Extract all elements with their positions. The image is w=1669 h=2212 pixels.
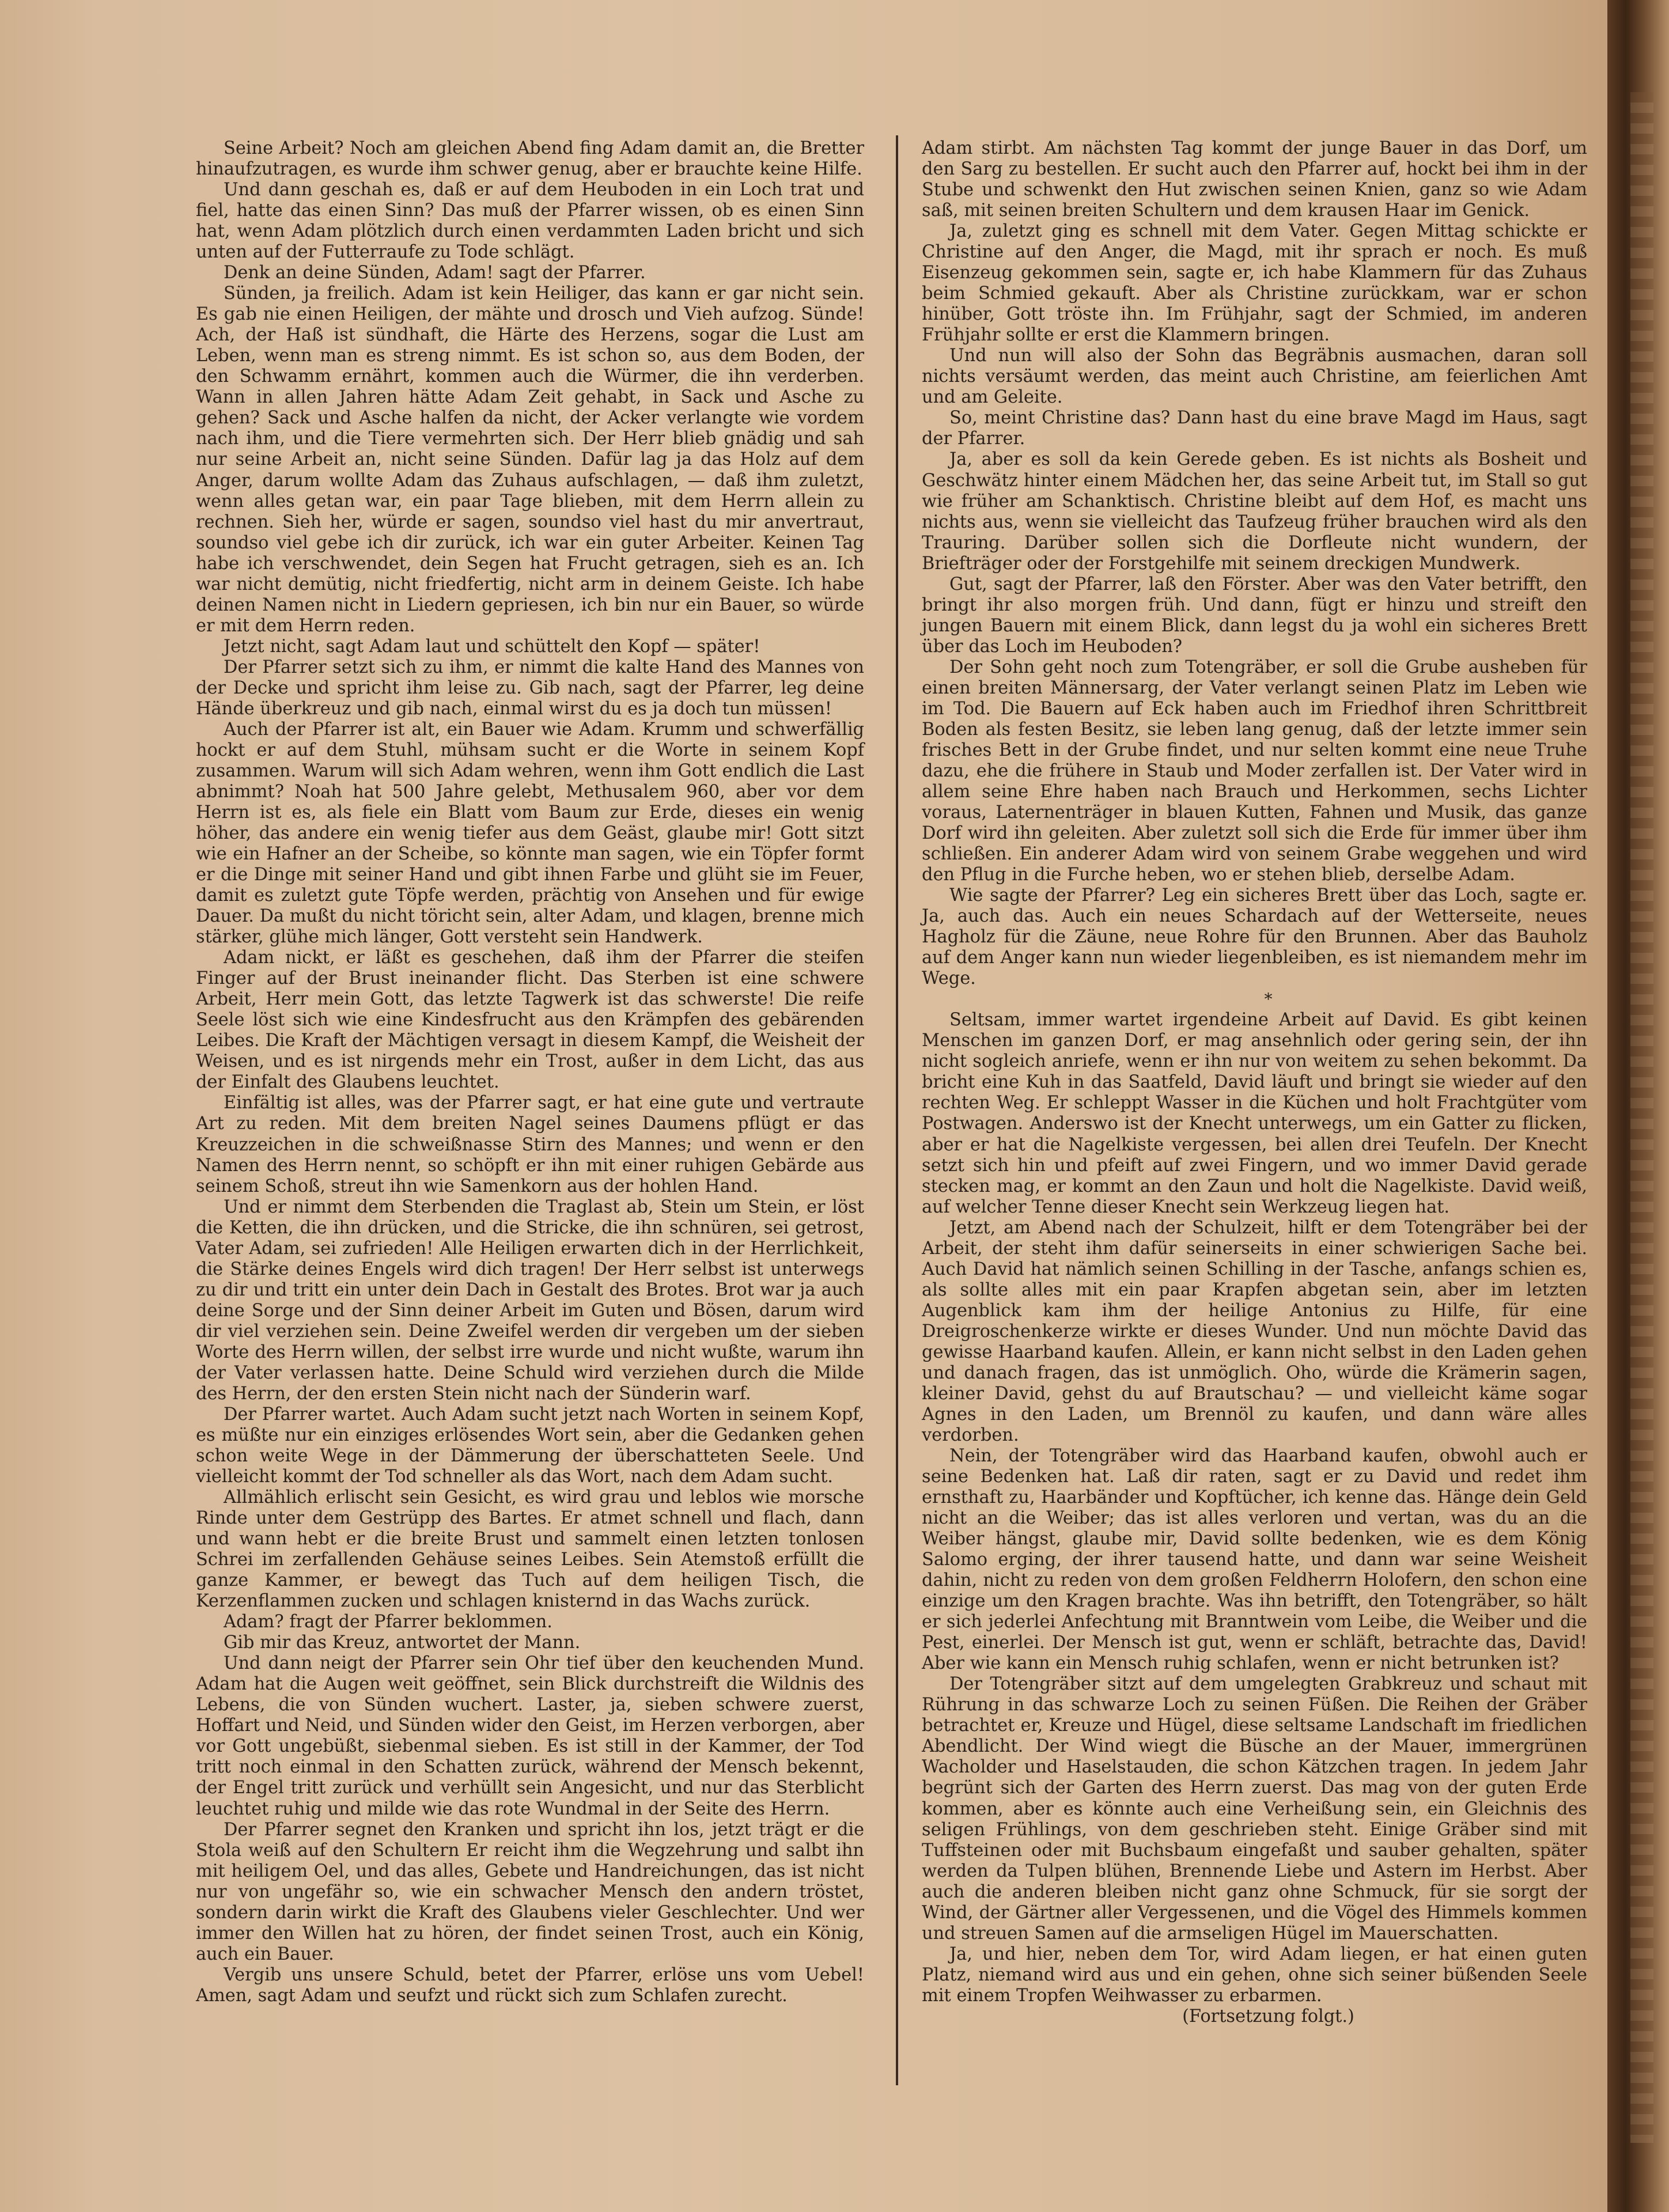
paragraph: Und er nimmt dem Sterbenden die Traglast ab, Stein um Stein, er löst die Ketten, die ihn drücken, und die Stricke, die ihn schnüren, sei getrost, Vater Adam, sei zufrieden! Alle Heiligen erwarten dich in der Herrlichkeit, die Stärke deines Engels wird dich tragen! Der Herr selbst ist unterwegs zu dir und tritt ein unter dein Dach in Gestalt des Brotes. Brot war ja auch deine Sorge und der Sinn deiner Arbeit im Guten und Bösen, darum wird dir viel verziehen sein. Deine Zweifel werden dir vergeben um der sieben Worte des Herrn willen, der selbst irre wurde und nicht wußte, warum ihn der Vater verlassen hatte. Deine Schuld wird verziehen durch die Milde des Herrn, der den ersten Stein nicht nach der Sünderin warf.: [196, 1196, 864, 1404]
paragraph: Ja, aber es soll da kein Gerede geben. Es ist nichts als Bosheit und Geschwätz hinter einem Mädchen her, das seine Arbeit tut, im Stall so gut wie früher am Schanktisch. Christine bleibt auf dem Hof, es macht uns nichts aus, wenn sie vielleicht das Taufzeug früher brauchen wird als den Trauring. Darüber sollen sich die Dorfleute nicht wundern, der Briefträger oder der Forstgehilfe mit seinem dreckigen Mundwerk.: [922, 449, 1587, 574]
paragraph: Adam? fragt der Pfarrer beklommen.: [224, 1612, 552, 1633]
paragraph: Und dann neigt der Pfarrer sein Ohr tief über den keuchenden Mund. Adam hat die Augen weit geöffnet, sein Blick durchstreift die Wildnis des Lebens, die von Sünden wuchert. Laster, ja, sieben schwere zuerst, Hoffart und Neid, und Sünden wider den Geist, im Herzen verborgen, aber vor Gott ungebüßt, siebenmal sieben. Es ist still in der Kammer, der Tod tritt noch einmal in den Schatten zurück, während der Mensch bekennt, der Engel tritt zurück und verhüllt sein Angesicht, und nur das Sterblicht leuchtet ruhig und milde wie das rote Wundmal in der Seite des Herrn.: [196, 1653, 864, 1819]
paragraph: Jetzt, am Abend nach der Schulzeit, hilft er dem Totengräber bei der Arbeit, der steht ihm dafür seinerseits in einer schwierigen Sache bei. Auch David hat nämlich seinen Schilling in der Tasche, anfangs schien es, als sollte alles mit ein paar Krapfen abgetan sein, aber im letzten Augenblick kam ihm der heilige Antonius zu Hilfe, für eine Dreigroschenkerze wirkte er dieses Wunder. Und nun möchte David das gewisse Haarband kaufen. Allein, er kann nicht selbst in den Laden gehen und danach fragen, das ist unmöglich. Oho, würde die Krämerin sagen, kleiner David, gehst du auf Brautschau? — und vielleicht käme sogar Agnes in den Laden, um Brennöl zu kaufen, und dann wäre alles verdorben.: [922, 1217, 1587, 1445]
paragraph: Ja, zuletzt ging es schnell mit dem Vater. Gegen Mittag schickte er Christine auf den Anger, die Magd, mit ihr sprach er noch. Es muß Eisenzeug gekommen sein, sagte er, ich habe Klammern für das Zuhaus beim Schmied gekauft. Aber als Christine zurückkam, war er schon hinüber, Gott tröste ihn. Im Frühjahr, sagt der Schmied, im anderen Frühjahr sollte er erst die Klammern bringen.: [922, 221, 1587, 346]
paragraph: Gib mir das Kreuz, antwortet der Mann.: [224, 1633, 581, 1653]
continuation-note: (Fortsetzung folgt.): [1182, 2006, 1354, 2027]
paragraph: Der Pfarrer setzt sich zu ihm, er nimmt die kalte Hand des Mannes von der Decke und spricht ihm leise zu. Gib nach, sagt der Pfarrer, leg deine Hände überkreuz und gib nach, einmal wirst du es ja doch tun müssen!: [196, 657, 864, 719]
paragraph: Adam stirbt. Am nächsten Tag kommt der junge Bauer in das Dorf, um den Sarg zu bestellen. Er sucht auch den Pfarrer auf, hockt bei ihm in der Stube und schwenkt den Hut zwischen seinen Knien, ganz so wie Adam saß, mit seinen breiten Schultern und dem krausen Haar im Genick.: [922, 138, 1587, 221]
paragraph: Vergib uns unsere Schuld, betet der Pfarrer, erlöse uns vom Uebel! Amen, sagt Adam und seufzt und rückt sich zum Schlafen zurecht.: [196, 1964, 864, 2006]
paragraph: Der Pfarrer segnet den Kranken und spricht ihn los, jetzt trägt er die Stola weiß auf den Schultern Er reicht ihm die Wegzehrung und salbt ihn mit heiligem Oel, und das alles, Gebete und Handreichungen, das ist nicht nur von ungefähr so, wie ein schwacher Mensch den andern tröstet, sondern darin wirkt die Kraft des Glaubens vieler Geschlechter. Und wer immer den Willen hat zu hören, der findet seinen Trost, auch ein König, auch ein Bauer.: [196, 1819, 864, 1964]
paragraph: So, meint Christine das? Dann hast du eine brave Magd im Haus, sagt der Pfarrer.: [922, 408, 1587, 449]
paragraph: Gut, sagt der Pfarrer, laß den Förster. Aber was den Vater betrifft, den bringt ihr also morgen früh. Und dann, fügt er hinzu und streift den jungen Bauern mit einem Blick, dann legst du ja wohl ein sicheres Brett über das Loch im Heuboden?: [922, 574, 1587, 657]
paragraph: Und nun will also der Sohn das Begräbnis ausmachen, daran soll nichts versäumt werden, das meint auch Christine, am feierlichen Amt und am Geleite.: [922, 346, 1587, 408]
right-paragraphs-before-break: [922, 138, 1587, 989]
right-paragraphs-after-break: [922, 1010, 1587, 2006]
column-divider: [896, 135, 898, 2085]
paragraph: Allmählich erlischt sein Gesicht, es wird grau und leblos wie morsche Rinde unter dem Gestrüpp des Bartes. Er atmet schnell und flach, dann und wann hebt er die breite Brust und sammelt einen letzten tonlosen Schrei im zerfallenden Gehäuse seines Leibes. Sein Atemstoß erfüllt die ganze Kammer, er bewegt das Tuch auf dem heiligen Tisch, die Kerzenflammen zucken und schlagen knisternd in das Wachs zurück.: [196, 1487, 864, 1612]
adjacent-page-edge: [1630, 92, 1653, 2143]
paragraph: Einfältig ist alles, was der Pfarrer sagt, er hat eine gute und vertraute Art zu reden. Mit dem breiten Nagel seines Daumens pflügt er das Kreuzzeichen in die schweißnasse Stirn des Mannes; und wenn er den Namen des Herrn nennt, so schöpft er ihn mit einer ruhigen Gebärde aus seinem Schoß, streut ihn wie Samenkorn aus der hohlen Hand.: [196, 1093, 864, 1196]
paragraph: Auch der Pfarrer ist alt, ein Bauer wie Adam. Krumm und schwerfällig hockt er auf dem Stuhl, mühsam sucht er die Worte in seinem Kopf zusammen. Warum will sich Adam wehren, wenn ihm Gott endlich die Last abnimmt? Noah hat 500 Jahre gelebt, Methusalem 960, aber vor dem Herrn ist es, als fiele ein Blatt vom Baum zur Erde, dieses ein wenig höher, das andere ein wenig tiefer aus dem Geäst, glaube mir! Gott sitzt wie ein Hafner an der Scheibe, so könnte man sagen, wie ein Töpfer formt er die Dinge mit seiner Hand und gibt ihnen Farbe und glüht sie im Feuer, damit es zuletzt gute Töpfe werden, prächtig von Ansehen und für ewige Dauer. Da mußt du nicht töricht sein, alter Adam, und klagen, brenne mich stärker, glühe mich länger, Gott versteht sein Handwerk.: [196, 719, 864, 948]
right-text-column: [922, 138, 1587, 2027]
paragraph: Nein, der Totengräber wird das Haarband kaufen, obwohl auch er seine Bedenken hat. Laß dir raten, sagt er zu David und redet ihm ernsthaft zu, Haarbänder und Kopftücher, ich kenne das. Hänge dein Geld nicht an die Weiber; das ist alles verloren und vertan, was du an die Weiber hängst, glaube mir, David sollte bedenken, wie es dem König Salomo erging, der ihrer tausend hatte, und dann war seine Weisheit dahin, nicht zu reden von dem großen Feldherrn Holofern, den schon eine einzige um den Kragen brachte. Was ihn betrifft, den Totengräber, so hält er sich jederlei Anfechtung mit Branntwein vom Leibe, die Weiber und die Pest, einerlei. Der Mensch ist gut, wenn er schläft, betrachte das, David! Aber wie kann ein Mensch ruhig schlafen, wenn er nicht betrunken ist?: [922, 1445, 1587, 1674]
section-break: *: [1264, 990, 1273, 1009]
paragraph: Seine Arbeit? Noch am gleichen Abend fing Adam damit an, die Bretter hinaufzutragen, es wurde ihm schwer genug, aber er brauchte keine Hilfe.: [196, 138, 864, 180]
paragraph: Jetzt nicht, sagt Adam laut und schüttelt den Kopf — später!: [224, 636, 760, 657]
paragraph: Denk an deine Sünden, Adam! sagt der Pfarrer.: [224, 263, 646, 283]
paragraph: Der Totengräber sitzt auf dem umgelegten Grabkreuz und schaut mit Rührung in das schwarze Loch zu seinen Füßen. Die Reihen der Gräber betrachtet er, Kreuze und Hügel, diese seltsame Landschaft im friedlichen Abendlicht. Der Wind wiegt die Büsche an der Mauer, immergrünen Wacholder und Haselstauden, die schon Kätzchen tragen. In jedem Jahr begrünt sich der Garten des Herrn zuerst. Das mag von der guten Erde kommen, aber es könnte auch eine Verheißung sein, ein Gleichnis des seligen Frühlings, von dem geschrieben steht. Einige Gräber sind mit Tuffsteinen oder mit Buchsbaum eingefaßt und sauber gehalten, später werden da Tulpen blühen, Brennende Liebe und Astern im Herbst. Aber auch die anderen bleiben nicht ganz ohne Schmuck, für sie sorgt der Wind, der Gärtner aller Vergessenen, und die Vögel des Himmels kommen und streuen Samen auf die armseligen Hügel im Mauerschatten.: [922, 1674, 1587, 1944]
left-text-column: [196, 138, 864, 2006]
paragraph: Der Pfarrer wartet. Auch Adam sucht jetzt nach Worten in seinem Kopf, es müßte nur ein einziges erlösendes Wort sein, aber die Gedanken gehen schon weite Wege in der Dämmerung der überschatteten Seele. Und vielleicht kommt der Tod schneller als das Wort, nach dem Adam sucht.: [196, 1404, 864, 1487]
paragraph: Ja, und hier, neben dem Tor, wird Adam liegen, er hat einen guten Platz, niemand wird aus und ein gehen, ohne sich seiner büßenden Seele mit einem Tropfen Weihwasser zu erbarmen.: [922, 1944, 1587, 2006]
paragraph: Und dann geschah es, daß er auf dem Heuboden in ein Loch trat und fiel, hatte das einen Sinn? Das muß der Pfarrer wissen, ob es einen Sinn hat, wenn Adam plötzlich durch einen verdammten Laden bricht und sich unten auf der Futterraufe zu Tode schlägt.: [196, 180, 864, 263]
paragraph: Sünden, ja freilich. Adam ist kein Heiliger, das kann er gar nicht sein. Es gab nie einen Heiligen, der mähte und drosch und Vieh aufzog. Sünde! Ach, der Haß ist sündhaft, die Härte des Herzens, sogar die Lust am Leben, wenn man es streng nimmt. Es ist schon so, aus dem Boden, der den Schwamm ernährt, kommen auch die Würmer, die ihn verderben. Wann in allen Jahren hätte Adam Zeit gehabt, in Sack und Asche zu gehen? Sack und Asche halfen da nicht, der Acker verlangte wie vordem nach ihm, und die Tiere vermehrten sich. Der Herr blieb gnädig und sah nur seine Arbeit an, nicht seine Sünden. Dafür lag ja das Holz auf dem Anger, darum wollte Adam das Zuhaus aufschlagen, — daß ihm zuletzt, wenn alles getan war, ein paar Tage blieben, mit dem Herrn allein zu rechnen. Sieh her, würde er sagen, soundso viel hast du mir anvertraut, soundso viel gebe ich dir zurück, ich war ein guter Arbeiter. Keinen Tag habe ich verschwendet, dein Segen hat Frucht getragen, sieh es an. Ich war nicht demütig, nicht friedfertig, nicht arm in deinem Geiste. Ich habe deinen Namen nicht in Liedern gepriesen, ich bin nur ein Bauer, so würde er mit dem Herrn reden.: [196, 283, 864, 636]
paragraph: Seltsam, immer wartet irgendeine Arbeit auf David. Es gibt keinen Menschen im ganzen Dorf, er mag ansehnlich oder gering sein, der ihn nicht sogleich anriefe, wenn er ihn nur von weitem zu sehen bekommt. Da bricht eine Kuh in das Saatfeld, David läuft und bringt sie wieder auf den rechten Weg. Er schleppt Wasser in die Küchen und holt Frachtgüter vom Postwagen. Anderswo ist der Knecht unterwegs, um ein Gatter zu flicken, aber er hat die Nagelkiste vergessen, bei allen drei Teufeln. Der Knecht setzt sich hin und pfeift auf zwei Fingern, und wo immer David gerade stecken mag, er kommt an den Zaun und holt die Nagelkiste. David weiß, auf welcher Tenne dieser Knecht sein Werkzeug liegen hat.: [922, 1010, 1587, 1217]
paragraph: Wie sagte der Pfarrer? Leg ein sicheres Brett über das Loch, sagte er. Ja, auch das. Auch ein neues Schardach auf der Wetterseite, neues Hagholz für die Zäune, neue Rohre für den Brunnen. Aber das Bauholz auf dem Anger kann nun wieder liegenbleiben, es ist niemandem mehr im Wege.: [922, 885, 1587, 989]
paragraph: Adam nickt, er läßt es geschehen, daß ihm der Pfarrer die steifen Finger auf der Brust ineinander flicht. Das Sterben ist eine schwere Arbeit, Herr mein Gott, das letzte Tagwerk ist das schwerste! Die reife Seele löst sich wie eine Kindesfrucht aus den Krämpfen des gebärenden Leibes. Die Kraft der Mächtigen versagt in diesem Kampf, die Weisheit der Weisen, und es ist nirgends mehr ein Trost, außer in dem Licht, das aus der Einfalt des Glaubens leuchtet.: [196, 948, 864, 1093]
paragraph: Der Sohn geht noch zum Totengräber, er soll die Grube ausheben für einen breiten Männersarg, der Vater verlangt seinen Platz im Leben wie im Tod. Die Bauern auf Eck haben auch im Friedhof ihren Schrittbreit Boden als festen Besitz, sie leben lang genug, daß der letzte immer sein frisches Bett in der Grube findet, und nur selten kommt eine neue Truhe dazu, ehe die frühere in Staub und Moder zerfallen ist. Der Vater wird in allem seine Ehre haben nach Brauch und Herkommen, sechs Lichter voraus, Laternenträger in blauen Kutten, Fahnen und Musik, das ganze Dorf wird ihn geleiten. Aber zuletzt soll sich die Erde für immer über ihm schließen. Ein anderer Adam wird von seinem Grabe weggehen und wird den Pflug in die Furche heben, wo er stehen blieb, derselbe Adam.: [922, 657, 1587, 885]
